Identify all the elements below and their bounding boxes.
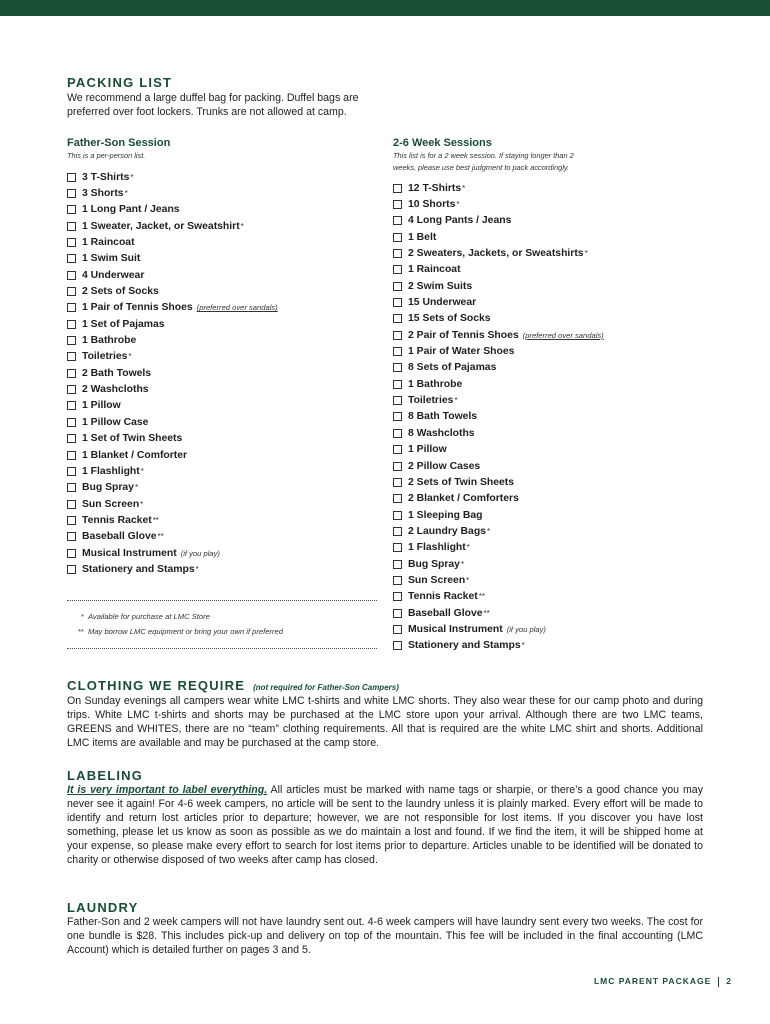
checklist-item (67, 398, 278, 414)
checklist-item (393, 507, 604, 523)
checklist-item (67, 185, 278, 201)
checklist-item (393, 327, 604, 343)
checklist-item (393, 491, 604, 507)
checklist-item (67, 169, 278, 185)
checkbox-icon[interactable] (393, 200, 402, 209)
item-label: 2 Swim Suits (408, 280, 473, 292)
checklist-item (67, 447, 278, 463)
item-label: 2 Washcloths (82, 384, 149, 396)
checklist-item (393, 262, 604, 278)
item-label: 1 Pillow (82, 400, 121, 412)
checkbox-icon[interactable] (67, 352, 76, 361)
checklist-item (67, 349, 278, 365)
footnote-mark: * (140, 499, 144, 509)
checkbox-icon[interactable] (67, 385, 76, 394)
checkbox-icon[interactable] (393, 298, 402, 307)
item-label: 2 Laundry Bags (408, 525, 486, 537)
checkbox-icon[interactable] (67, 189, 76, 198)
footnote-one (68, 612, 210, 621)
item-label: Bug Spray (82, 482, 134, 494)
item-label: 2 Pillow Cases (408, 460, 481, 472)
checklist-item (393, 294, 604, 310)
item-label: 1 Flashlight (408, 542, 466, 554)
checkbox-icon[interactable] (67, 418, 76, 427)
item-label: 4 Long Pants / Jeans (408, 215, 512, 227)
top-banner (0, 0, 770, 16)
item-label: 10 Shorts (408, 199, 456, 211)
checkbox-icon[interactable] (67, 500, 76, 509)
item-label: 1 Blanket / Comforter (82, 449, 188, 461)
footer-separator (718, 977, 719, 987)
checklist-item (393, 213, 604, 229)
footnote-mark: * (521, 641, 525, 651)
item-label: 1 Pair of Water Shoes (408, 346, 515, 358)
checklist-item (67, 300, 278, 316)
checkbox-icon[interactable] (67, 565, 76, 574)
item-label: 1 Long Pant / Jeans (82, 204, 180, 216)
checkbox-icon[interactable] (393, 609, 402, 618)
checklist-item (67, 545, 278, 561)
checkbox-icon[interactable] (393, 478, 402, 487)
page-number: 2 (726, 976, 732, 986)
father-son-subtitle: This is a per-person list. (67, 151, 146, 160)
footnote-mark: * (456, 200, 460, 210)
checkbox-icon[interactable] (393, 216, 402, 225)
footnote-mark: * (584, 249, 588, 259)
footnote-mark: * (130, 172, 134, 182)
clothing-body: On Sunday evenings all campers wear white LMC t-shirts and white LMC shorts. They also wear these for our camp photo and during trips. White LMC t-shirts and shorts may be purchased at the LMC store upon your arrival. Although there are two LMC teams, GREENS and WHITES, there are no “team” clothing requirements. All that is required are the white LMC shirt and shorts. Additional LMC items are available and may be purchased at the camp store. (67, 695, 703, 749)
footnote-mark: * (124, 189, 128, 199)
checklist-item (67, 529, 278, 545)
labeling-heading: LABELING (67, 768, 144, 783)
item-label: 1 Set of Pajamas (82, 318, 165, 330)
packing-intro-line-2: preferred over foot lockers. Trunks are not allowed at camp. (67, 106, 347, 118)
checkbox-icon[interactable] (67, 549, 76, 558)
checkbox-icon[interactable] (393, 233, 402, 242)
footnote-text: Available for purchase at LMC Store (88, 612, 210, 621)
footnote-divider-bottom (67, 648, 377, 649)
item-label: 2 Pair of Tennis Shoes (408, 329, 519, 341)
footnote-mark: * (128, 352, 132, 362)
checklist-item (67, 234, 278, 250)
labeling-emphasis: It is very important to label everything. (67, 784, 268, 796)
item-label: Toiletries (82, 351, 128, 363)
item-label: 15 Underwear (408, 297, 477, 309)
item-label: 12 T-Shirts (408, 182, 462, 194)
checkbox-icon[interactable] (393, 494, 402, 503)
item-note: (if you play) (506, 624, 546, 634)
checkbox-icon[interactable] (393, 314, 402, 323)
week-sessions-title: 2-6 Week Sessions (393, 137, 492, 149)
checkbox-icon[interactable] (393, 265, 402, 274)
footnote-mark: * (454, 396, 458, 406)
checkbox-icon[interactable] (67, 532, 76, 541)
item-label: 2 Sweaters, Jackets, or Sweatshirts (408, 248, 584, 260)
checklist-item (393, 572, 604, 588)
checkbox-icon[interactable] (67, 173, 76, 182)
checkbox-icon[interactable] (67, 451, 76, 460)
checklist-item (393, 409, 604, 425)
checklist-item (67, 218, 278, 234)
checkbox-icon[interactable] (393, 543, 402, 552)
item-label: Musical Instrument (408, 623, 503, 635)
item-label: Musical Instrument (82, 547, 177, 559)
checkbox-icon[interactable] (67, 483, 76, 492)
item-label: 1 Bathrobe (408, 378, 463, 390)
item-label: Bug Spray (408, 558, 460, 570)
checkbox-icon[interactable] (393, 592, 402, 601)
checklist-item (67, 365, 278, 381)
checkbox-icon[interactable] (67, 254, 76, 263)
checklist-item (393, 245, 604, 261)
checklist-item (393, 278, 604, 294)
checklist-item (67, 267, 278, 283)
footnote-symbol: * (81, 612, 84, 621)
checkbox-icon[interactable] (393, 347, 402, 356)
checklist-item (67, 251, 278, 267)
item-label: 3 T-Shirts (82, 171, 130, 183)
item-label: 1 Belt (408, 231, 437, 243)
item-label: Sun Screen (82, 498, 140, 510)
checkbox-icon[interactable] (393, 462, 402, 471)
week-sessions-subtitle-line-1: This list is for a 2 week session. If staying longer than 2 (393, 151, 574, 160)
checklist-item (67, 431, 278, 447)
checkbox-icon[interactable] (393, 331, 402, 340)
item-label: 2 Blanket / Comforters (408, 493, 519, 505)
checklist-item (67, 316, 278, 332)
footnote-two (68, 627, 283, 636)
week-sessions-subtitle (393, 150, 574, 173)
packing-intro (67, 91, 703, 119)
laundry-body: Father-Son and 2 week campers will not have laundry sent out. 4-6 week campers will have laundry sent every two weeks. The cost for one bundle is $28. This includes pick-up and delivery on top of the mountain. This fee will be included in the final accounting (LMC Account) which is detailed further on pages 3 and 5. (67, 916, 703, 956)
checkbox-icon[interactable] (393, 429, 402, 438)
checkbox-icon[interactable] (67, 238, 76, 247)
footnote-divider-top (67, 600, 377, 601)
checklist-item (393, 556, 604, 572)
item-label: 1 Sweater, Jacket, or Sweatshirt (82, 220, 240, 232)
checkbox-icon[interactable] (393, 576, 402, 585)
item-label: 1 Flashlight (82, 465, 140, 477)
packing-intro-line-1: We recommend a large duffel bag for packing. Duffel bags are (67, 92, 359, 104)
checklist-item (393, 621, 604, 637)
checkbox-icon[interactable] (67, 205, 76, 214)
checklist-item (393, 523, 604, 539)
item-label: 1 Swim Suit (82, 253, 141, 265)
checklist-item (393, 605, 604, 621)
item-label: 2 Sets of Socks (82, 286, 159, 298)
checklist-item (393, 638, 604, 654)
packing-list-heading: PACKING LIST (67, 75, 173, 90)
footnote-mark: * (460, 559, 465, 569)
item-label: 15 Sets of Socks (408, 313, 491, 325)
father-son-checklist (67, 169, 278, 578)
footnote-mark: * (466, 575, 470, 585)
week-sessions-subtitle-line-2: weeks, please use best judgment to pack accordingly. (393, 162, 570, 172)
item-label: Stationery and Stamps (408, 640, 521, 652)
checkbox-icon[interactable] (393, 412, 402, 421)
checklist-item (67, 480, 278, 496)
labeling-body (67, 783, 703, 867)
footnote-mark: ** (478, 592, 485, 602)
checklist-item (393, 311, 604, 327)
checkbox-icon[interactable] (67, 516, 76, 525)
checklist-item (393, 392, 604, 408)
checkbox-icon[interactable] (393, 625, 402, 634)
item-label: Toiletries (408, 395, 454, 407)
checklist-item (67, 561, 278, 577)
item-label: 4 Underwear (82, 269, 145, 281)
checkbox-icon[interactable] (67, 287, 76, 296)
checklist-item (67, 414, 278, 430)
item-label: 1 Pillow Case (82, 416, 149, 428)
item-label: 8 Sets of Pajamas (408, 362, 497, 374)
footnote-text: May borrow LMC equipment or bring your own if preferred (88, 627, 283, 636)
footnote-mark: * (134, 483, 139, 493)
labeling-text: All articles must be marked with name tags or sharpie, or there’s a good chance you may never see it again! For 4-6 week campers, no article will be sent to the laundry unless it is plainly marked. Every effort will be made to identify and return lost articles prior to departure; however, we are not responsible for lost items. If you discover you have lost something, please let us know as soon as possible as we do maintain a lost and found. If we find the item, it will be shipped home at your expense, so please make every effort to search for lost items prior to departure. Articles unable to be identified will be donated to charity or otherwise disposed of two weeks after camp has closed. (67, 784, 703, 866)
checkbox-icon[interactable] (67, 222, 76, 231)
footnote-mark: * (140, 466, 144, 476)
checklist-item (393, 474, 604, 490)
item-label: 2 Sets of Twin Sheets (408, 476, 515, 488)
checklist-item (393, 180, 604, 196)
checkbox-icon[interactable] (67, 271, 76, 280)
item-label: 1 Bathrobe (82, 335, 137, 347)
checklist-item (67, 202, 278, 218)
item-label: 8 Bath Towels (408, 411, 478, 423)
checklist-item (67, 463, 278, 479)
footnote-mark: * (195, 564, 199, 574)
checklist-item (67, 512, 278, 528)
checkbox-icon[interactable] (67, 434, 76, 443)
checkbox-icon[interactable] (67, 336, 76, 345)
item-label: 2 Bath Towels (82, 367, 152, 379)
footnote-mark: * (466, 543, 470, 553)
checkbox-icon[interactable] (393, 511, 402, 520)
week-sessions-checklist (393, 180, 604, 654)
father-son-title: Father-Son Session (67, 137, 171, 149)
footnote-mark: * (462, 183, 466, 193)
item-label: Baseball Glove (408, 607, 483, 619)
checklist-item (393, 343, 604, 359)
item-label: Stationery and Stamps (82, 563, 195, 575)
item-label: Sun Screen (408, 574, 466, 586)
item-label: Tennis Racket (82, 514, 152, 526)
footnote-mark: * (240, 221, 244, 231)
checklist-item (393, 376, 604, 392)
item-label: 1 Sleeping Bag (408, 509, 483, 521)
checklist-item (393, 540, 604, 556)
checkbox-icon[interactable] (393, 282, 402, 291)
checkbox-icon[interactable] (393, 184, 402, 193)
checkbox-icon[interactable] (393, 641, 402, 650)
checklist-item (393, 360, 604, 376)
footnote-mark: ** (483, 608, 490, 618)
footer-label: LMC PARENT PACKAGE (593, 976, 712, 986)
item-label: Tennis Racket (408, 591, 478, 603)
page-footer (594, 976, 732, 987)
checkbox-icon[interactable] (67, 320, 76, 329)
item-note: (preferred over sandals) (196, 303, 278, 313)
footnote-mark: * (486, 526, 491, 536)
footnote-symbol: ** (78, 627, 84, 636)
checkbox-icon[interactable] (67, 369, 76, 378)
item-note: (preferred over sandals) (522, 330, 604, 340)
clothing-heading (67, 678, 399, 693)
footnote-mark: ** (157, 532, 164, 542)
checkbox-icon[interactable] (67, 303, 76, 312)
checklist-item (393, 589, 604, 605)
checkbox-icon[interactable] (393, 363, 402, 372)
checkbox-icon[interactable] (67, 401, 76, 410)
item-label: Baseball Glove (82, 531, 157, 543)
checklist-item (67, 381, 278, 397)
item-label: 1 Set of Twin Sheets (82, 433, 183, 445)
clothing-note: (not required for Father-Son Campers) (253, 683, 399, 692)
checklist-item (393, 458, 604, 474)
item-label: 1 Pillow (408, 444, 447, 456)
checkbox-icon[interactable] (393, 249, 402, 258)
laundry-heading: LAUNDRY (67, 900, 139, 915)
checklist-item (393, 229, 604, 245)
checklist-item (67, 496, 278, 512)
checklist-item (67, 332, 278, 348)
checkbox-icon[interactable] (67, 467, 76, 476)
checkbox-icon[interactable] (393, 445, 402, 454)
item-label: 3 Shorts (82, 188, 124, 200)
footnote-mark: ** (152, 515, 159, 525)
item-label: 1 Raincoat (408, 264, 461, 276)
checklist-item (67, 283, 278, 299)
item-label: 1 Raincoat (82, 237, 135, 249)
checkbox-icon[interactable] (393, 380, 402, 389)
item-label: 8 Washcloths (408, 427, 475, 439)
checklist-item (393, 425, 604, 441)
clothing-title: CLOTHING WE REQUIRE (67, 678, 246, 693)
checkbox-icon[interactable] (393, 560, 402, 569)
checkbox-icon[interactable] (393, 527, 402, 536)
item-note: (if you play) (180, 548, 220, 558)
checklist-item (393, 442, 604, 458)
checkbox-icon[interactable] (393, 396, 402, 405)
checklist-item (393, 196, 604, 212)
item-label: 1 Pair of Tennis Shoes (82, 302, 193, 314)
